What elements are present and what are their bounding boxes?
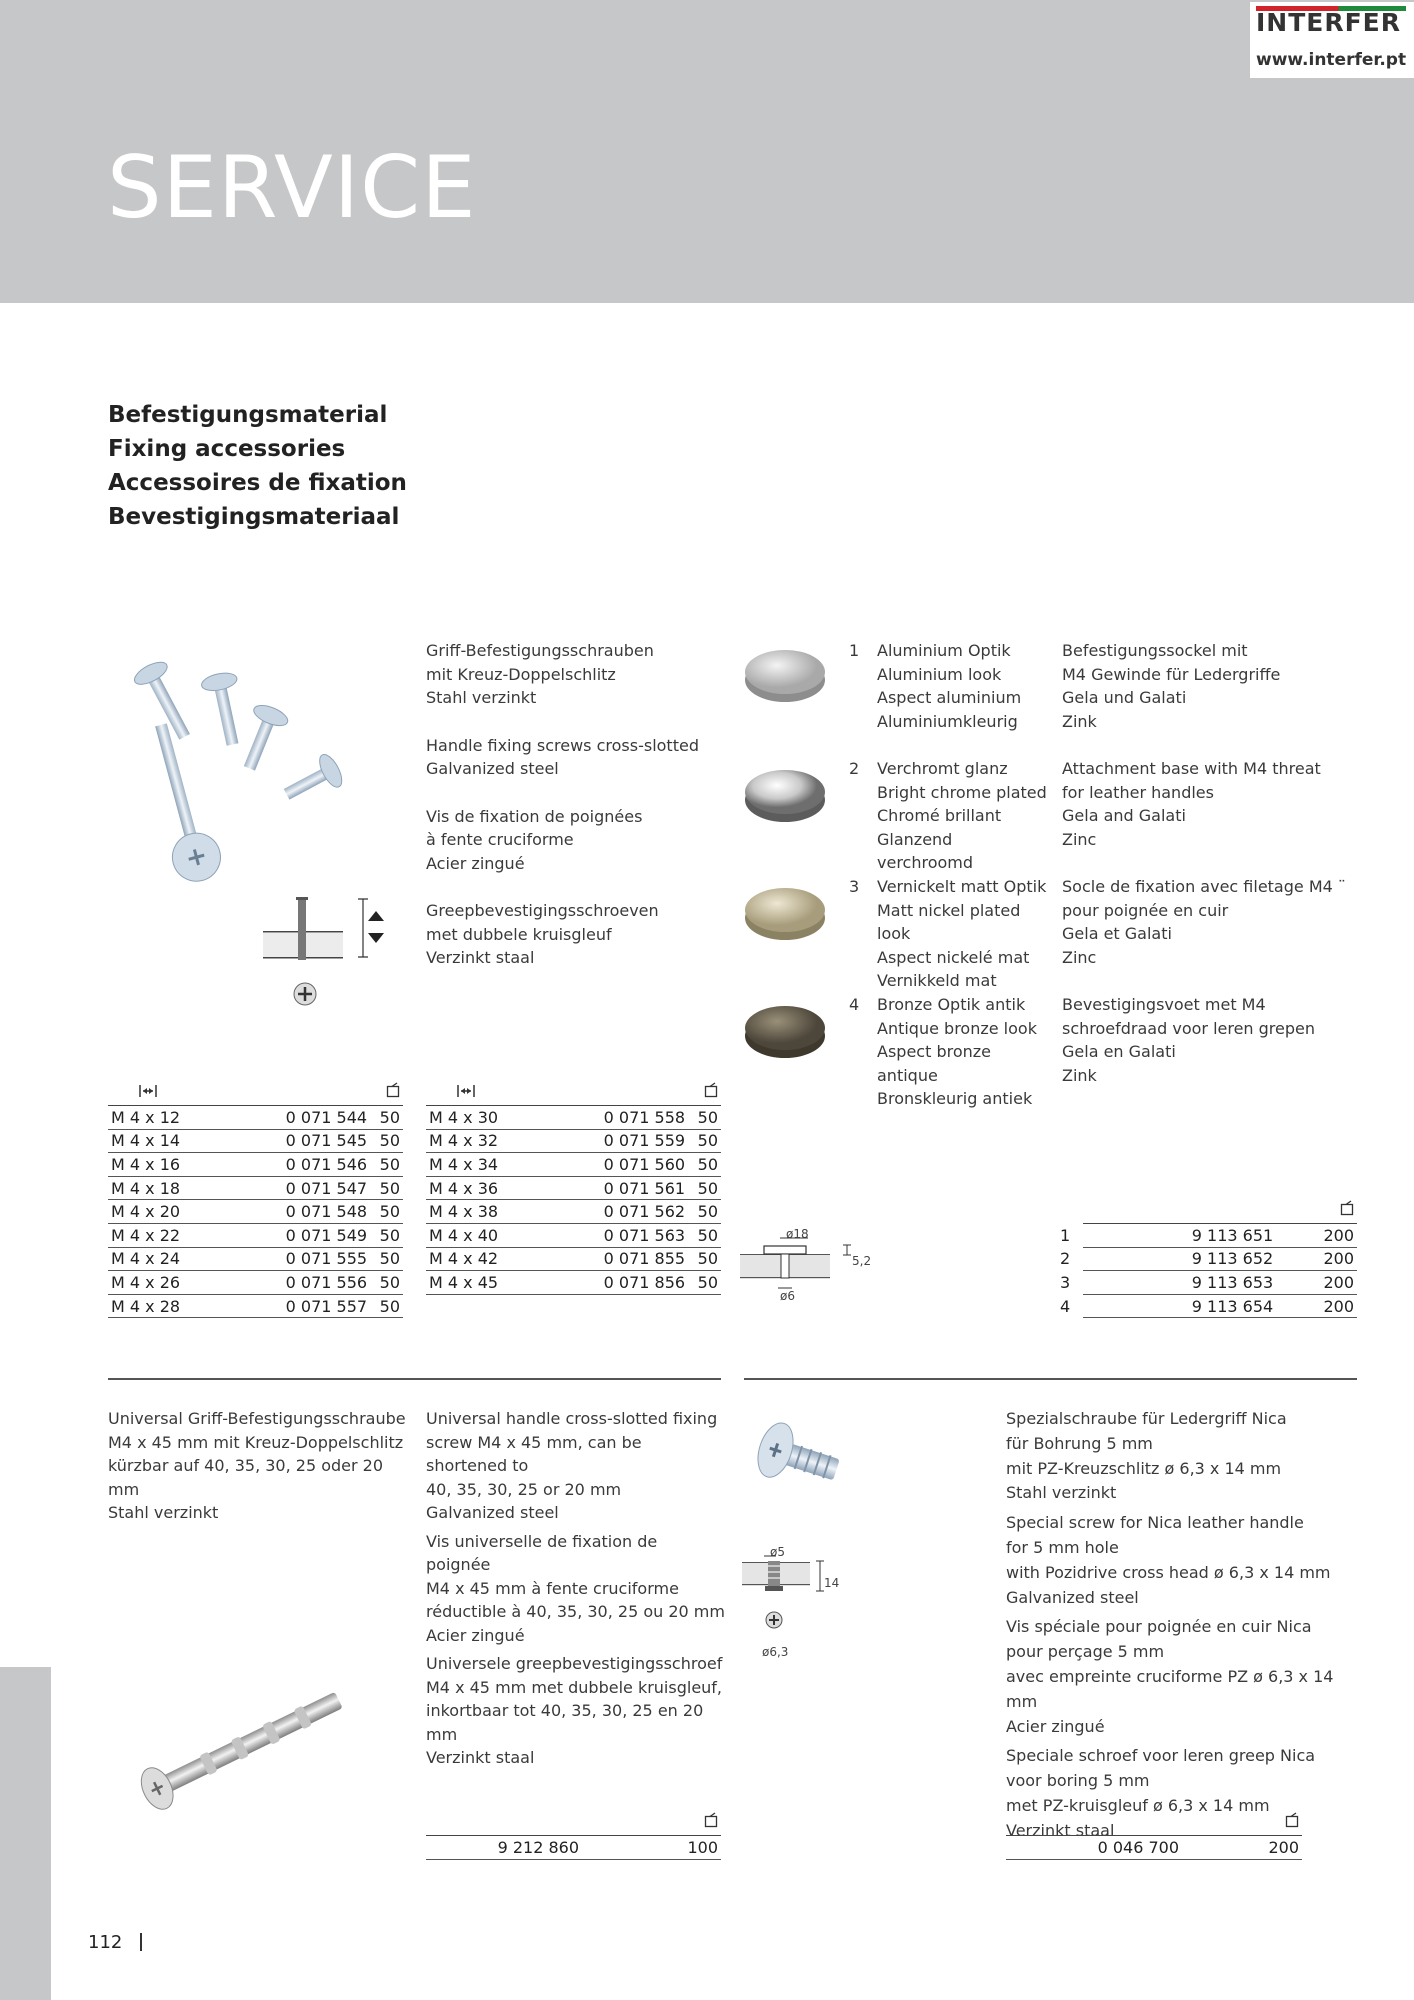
desc-line: schroefdraad voor leren grepen — [1062, 1018, 1316, 1038]
package-icon — [1276, 1197, 1357, 1224]
desc-line: kürzbar auf 40, 35, 30, 25 oder 20 mm — [108, 1456, 384, 1499]
dim-hole: ø5 — [770, 1545, 785, 1559]
desc-line: Befestigungssockel mit — [1062, 641, 1248, 660]
pack-quantity: 50 — [370, 1247, 403, 1271]
table-body — [1057, 1224, 1357, 1318]
article-number: 0 071 556 — [261, 1271, 370, 1295]
row-label: M 4 x 12 — [108, 1106, 261, 1130]
dim-height: 5,2 — [852, 1254, 872, 1268]
section-headings — [108, 398, 407, 534]
desc-line: Zinc — [1062, 829, 1097, 849]
desc-line: Griff-Befestigungsschrauben — [426, 641, 654, 660]
pack-quantity: 50 — [688, 1129, 721, 1153]
article-number: 9 113 654 — [1083, 1294, 1276, 1318]
article-number: 0 071 561 — [579, 1176, 688, 1200]
article-number: 9 113 652 — [1083, 1247, 1276, 1271]
desc-line: Zink — [1062, 711, 1097, 731]
article-number: 9 113 653 — [1083, 1271, 1276, 1295]
article-number: 0 071 555 — [261, 1247, 370, 1271]
desc-line: Universele greepbevestigingsschroef — [426, 1654, 723, 1673]
desc-line: Galvanized steel — [1006, 1587, 1139, 1607]
desc-line: Bevestigingsvoet met M4 — [1062, 995, 1266, 1014]
finish-item — [849, 993, 1049, 1111]
brand-logo[interactable] — [1250, 2, 1414, 78]
desc-line: Zinc — [1062, 947, 1097, 967]
finish-line: Glanzend verchroomd — [877, 829, 974, 872]
cap-antique-bronze — [745, 1006, 825, 1058]
finish-line: Bronze Optik antik — [877, 995, 1026, 1014]
desc-line: Vis spéciale pour poignée en cuir Nica — [1006, 1617, 1312, 1637]
product3-description-de — [108, 1407, 408, 1525]
article-number: 0 071 559 — [579, 1129, 688, 1153]
pack-quantity: 50 — [370, 1271, 403, 1295]
desc-line: met PZ-kruisgleuf ø 6,3 x 14 mm — [1006, 1795, 1270, 1815]
desc-line: Spezialschraube für Ledergriff Nica — [1006, 1409, 1287, 1428]
article-number: 0 071 558 — [579, 1106, 688, 1130]
dim-diameter: ø18 — [786, 1227, 809, 1241]
desc-line: Acier zingué — [426, 1625, 525, 1645]
cap-diagram — [740, 1222, 890, 1317]
article-number: 0 071 855 — [579, 1247, 688, 1271]
desc-line: 40, 35, 30, 25 or 20 mm — [426, 1479, 622, 1499]
row-label: M 4 x 16 — [108, 1153, 261, 1177]
row-label: M 4 x 24 — [108, 1247, 261, 1271]
desc-line: Gela en Galati — [1062, 1042, 1176, 1061]
finish-list — [849, 639, 1049, 1111]
desc-line: Verzinkt staal — [1006, 1820, 1115, 1840]
desc-line: Gela and Galati — [1062, 806, 1186, 825]
pack-quantity: 50 — [688, 1176, 721, 1200]
heading-nl: Bevestigingsmateriaal — [108, 504, 400, 530]
table-row — [1006, 1836, 1302, 1860]
desc-line: Gela und Galati — [1062, 688, 1187, 707]
heading-en: Fixing accessories — [108, 436, 346, 462]
desc-line: Stahl verzinkt — [426, 688, 537, 707]
heading-fr: Accessoires de fixation — [108, 470, 407, 496]
finish-line: Aspect bronze antique — [877, 1042, 991, 1085]
desc-line: Special screw for Nica leather handle — [1006, 1513, 1304, 1533]
table-row — [426, 1247, 721, 1271]
desc-line: Acier zingué — [1006, 1716, 1105, 1736]
table-row — [426, 1176, 721, 1200]
finish-line: Bright chrome plated — [877, 782, 1047, 802]
desc-line: met dubbele kruisgleuf — [426, 924, 612, 944]
desc-line: Galvanized steel — [426, 759, 559, 778]
finish-item — [849, 757, 1049, 875]
table-row — [1057, 1247, 1357, 1271]
page-title: SERVICE — [107, 138, 477, 238]
finish-number: 4 — [849, 995, 860, 1014]
pack-quantity: 200 — [1182, 1836, 1302, 1860]
side-tab — [0, 1667, 51, 2000]
row-label: 4 — [1060, 1296, 1071, 1316]
finish-number: 3 — [849, 877, 860, 896]
pack-quantity: 200 — [1276, 1247, 1357, 1271]
row-label: 2 — [1060, 1249, 1071, 1269]
pack-quantity: 50 — [688, 1153, 721, 1177]
desc-line: Socle de fixation avec filetage M4 ¨ — [1062, 877, 1346, 896]
table-row — [426, 1836, 721, 1860]
finish-line: Aspect aluminium — [877, 688, 1022, 707]
pack-quantity: 200 — [1276, 1294, 1357, 1318]
article-number: 0 071 560 — [579, 1153, 688, 1177]
product3-order-table — [426, 1809, 721, 1860]
table-row — [108, 1176, 403, 1200]
product4-order-table — [1006, 1809, 1302, 1860]
row-label: M 4 x 42 — [426, 1247, 579, 1271]
desc-line: mit Kreuz-Doppelschlitz — [426, 664, 616, 684]
desc-line: screw M4 x 45 mm, can be shortened to — [426, 1432, 642, 1475]
pack-quantity: 50 — [688, 1271, 721, 1295]
row-label: M 4 x 14 — [108, 1129, 261, 1153]
row-label: 3 — [1060, 1272, 1071, 1292]
desc-line: Universal handle cross-slotted fixing — [426, 1409, 718, 1428]
finish-line: Chromé brillant — [877, 806, 1002, 825]
finish-line: Aluminium Optik — [877, 641, 1011, 660]
page-number — [88, 1932, 142, 1953]
finish-line: Aluminium look — [877, 664, 1002, 684]
desc-line: Handle fixing screws cross-slotted — [426, 735, 699, 755]
pack-quantity: 50 — [370, 1294, 403, 1318]
desc-line: M4 Gewinde für Ledergriffe — [1062, 664, 1281, 684]
package-icon — [582, 1809, 721, 1836]
pack-quantity: 50 — [688, 1200, 721, 1224]
row-label: M 4 x 20 — [108, 1200, 261, 1224]
table-row — [1057, 1224, 1357, 1248]
table-row — [108, 1200, 403, 1224]
desc-line: Vis de fixation de poignées — [426, 806, 643, 826]
desc-line: with Pozidrive cross head ø 6,3 x 14 mm — [1006, 1562, 1331, 1582]
finish-line: Aspect nickelé mat — [877, 947, 1030, 967]
row-label: M 4 x 22 — [108, 1223, 261, 1247]
row-label: M 4 x 18 — [108, 1176, 261, 1200]
desc-line: Attachment base with M4 threat — [1062, 759, 1321, 778]
finish-line: Verchromt glanz — [877, 759, 1008, 778]
pack-quantity: 50 — [370, 1153, 403, 1177]
desc-line: Vis universelle de fixation de poignée — [426, 1531, 658, 1574]
row-label: M 4 x 26 — [108, 1271, 261, 1295]
pack-quantity: 50 — [370, 1223, 403, 1247]
dim-length: 14 — [824, 1576, 840, 1590]
desc-line: pour perçage 5 mm — [1006, 1642, 1165, 1662]
pack-quantity: 200 — [1276, 1271, 1357, 1295]
pack-quantity: 50 — [370, 1176, 403, 1200]
page-number-value: 112 — [88, 1932, 123, 1953]
finish-line: Aluminiumkleurig — [877, 711, 1018, 731]
pack-quantity: 50 — [688, 1106, 721, 1130]
package-icon — [688, 1079, 721, 1106]
table-row — [108, 1106, 403, 1130]
desc-line: Universal Griff-Befestigungsschraube — [108, 1409, 406, 1428]
desc-line: à fente cruciforme — [426, 830, 574, 849]
finish-item — [849, 875, 1049, 993]
desc-line: Verzinkt staal — [426, 948, 535, 967]
pack-quantity: 50 — [370, 1106, 403, 1130]
product2-description — [1062, 639, 1352, 1087]
pack-quantity: 100 — [582, 1836, 721, 1860]
product3-description-multi — [426, 1407, 726, 1770]
desc-line: Acier zingué — [426, 853, 525, 873]
article-number: 0 071 549 — [261, 1223, 370, 1247]
row-label: M 4 x 28 — [108, 1294, 261, 1318]
article-number: 9 212 860 — [426, 1836, 582, 1860]
table-row — [426, 1223, 721, 1247]
desc-line: Stahl verzinkt — [108, 1503, 219, 1522]
finish-line: Bronskleurig antiek — [877, 1089, 1033, 1108]
article-number: 0 071 545 — [261, 1129, 370, 1153]
table-row — [108, 1294, 403, 1318]
table-row — [108, 1247, 403, 1271]
row-label: M 4 x 32 — [426, 1129, 579, 1153]
table-row — [108, 1153, 403, 1177]
screws-photo — [108, 648, 348, 893]
screw-diagram — [260, 893, 400, 1013]
cap-chrome — [745, 770, 825, 822]
desc-line: for 5 mm hole — [1006, 1537, 1119, 1557]
length-icon — [426, 1079, 579, 1106]
cap-aluminium — [745, 650, 825, 702]
nica-screw-photo — [740, 1405, 850, 1490]
table-row — [426, 1153, 721, 1177]
table-row — [108, 1271, 403, 1295]
table-row — [426, 1129, 721, 1153]
logo-name: INTERFER — [1256, 8, 1402, 37]
product1-table-left — [108, 1079, 403, 1318]
finish-number: 1 — [849, 641, 860, 660]
article-number: 0 071 544 — [261, 1106, 370, 1130]
desc-line: for leather handles — [1062, 782, 1214, 802]
logo-url: www.interfer.pt — [1256, 50, 1407, 70]
article-number: 0 046 700 — [1006, 1836, 1182, 1860]
row-label: M 4 x 34 — [426, 1153, 579, 1177]
row-label: 1 — [1060, 1225, 1071, 1245]
article-number: 9 113 651 — [1083, 1224, 1276, 1248]
product1-table-right — [426, 1079, 721, 1295]
dim-head: ø6,3 — [762, 1645, 789, 1659]
finish-item — [849, 639, 1049, 757]
table-row — [108, 1223, 403, 1247]
row-label: M 4 x 38 — [426, 1200, 579, 1224]
product1-description — [426, 639, 699, 970]
article-number: 0 071 563 — [579, 1223, 688, 1247]
desc-line: Greepbevestigingsschroeven — [426, 901, 659, 920]
finish-caps-photo — [740, 638, 840, 1068]
pack-quantity: 200 — [1276, 1224, 1357, 1248]
desc-line: Speciale schroef voor leren greep Nica — [1006, 1746, 1316, 1766]
table-row — [1057, 1271, 1357, 1295]
desc-line: M4 x 45 mm met dubbele kruisgleuf, — [426, 1677, 723, 1697]
desc-line: M4 x 45 mm mit Kreuz-Doppelschlitz — [108, 1432, 404, 1452]
desc-line: Verzinkt staal — [426, 1748, 535, 1767]
pack-quantity: 50 — [688, 1223, 721, 1247]
page-number-separator — [140, 1933, 142, 1951]
table-row — [426, 1200, 721, 1224]
product4-description — [1006, 1407, 1356, 1844]
table-row — [1057, 1294, 1357, 1318]
desc-line: mit PZ-Kreuzschlitz ø 6,3 x 14 mm — [1006, 1458, 1282, 1478]
package-icon — [370, 1079, 403, 1106]
finish-line: Vernikkeld mat — [877, 971, 997, 990]
divider-right — [744, 1378, 1357, 1380]
article-number: 0 071 547 — [261, 1176, 370, 1200]
article-number: 0 071 562 — [579, 1200, 688, 1224]
finish-line: Antique bronze look — [877, 1018, 1037, 1038]
table-row — [108, 1129, 403, 1153]
desc-line: inkortbaar tot 40, 35, 30, 25 en 20 mm — [426, 1701, 704, 1744]
divider-left — [108, 1378, 721, 1380]
desc-line: pour poignée en cuir — [1062, 900, 1229, 920]
nica-screw-diagram — [742, 1542, 842, 1662]
row-label: M 4 x 30 — [426, 1106, 579, 1130]
row-label: M 4 x 40 — [426, 1223, 579, 1247]
finish-line: Matt nickel plated look — [877, 900, 1021, 943]
desc-line: Stahl verzinkt — [1006, 1483, 1117, 1503]
row-label: M 4 x 45 — [426, 1271, 579, 1295]
article-number: 0 071 546 — [261, 1153, 370, 1177]
desc-line: Gela et Galati — [1062, 924, 1172, 943]
desc-line: M4 x 45 mm à fente cruciforme — [426, 1578, 679, 1598]
cap-matt-nickel — [745, 888, 825, 940]
table-body — [108, 1106, 403, 1318]
package-icon — [1182, 1809, 1302, 1836]
desc-line: réductible à 40, 35, 30, 25 ou 20 mm — [426, 1602, 725, 1621]
dim-hole: ø6 — [780, 1289, 795, 1303]
article-number: 0 071 557 — [261, 1294, 370, 1318]
product2-table — [1057, 1197, 1357, 1318]
finish-number: 2 — [849, 759, 860, 778]
article-number: 0 071 856 — [579, 1271, 688, 1295]
table-row — [426, 1271, 721, 1295]
desc-line: Galvanized steel — [426, 1503, 559, 1522]
length-icon — [108, 1079, 261, 1106]
pack-quantity: 50 — [370, 1200, 403, 1224]
pack-quantity: 50 — [688, 1247, 721, 1271]
row-label: M 4 x 36 — [426, 1176, 579, 1200]
table-row — [426, 1106, 721, 1130]
finish-line: Vernickelt matt Optik — [877, 877, 1047, 896]
article-number: 0 071 548 — [261, 1200, 370, 1224]
heading-de: Befestigungsmaterial — [108, 402, 388, 428]
pack-quantity: 50 — [370, 1129, 403, 1153]
universal-screw-photo — [130, 1680, 370, 1820]
desc-line: avec empreinte cruciforme PZ ø 6,3 x 14 mm — [1006, 1666, 1334, 1711]
table-body — [426, 1106, 721, 1295]
desc-line: voor boring 5 mm — [1006, 1771, 1150, 1791]
desc-line: für Bohrung 5 mm — [1006, 1433, 1153, 1453]
desc-line: Zink — [1062, 1065, 1097, 1085]
